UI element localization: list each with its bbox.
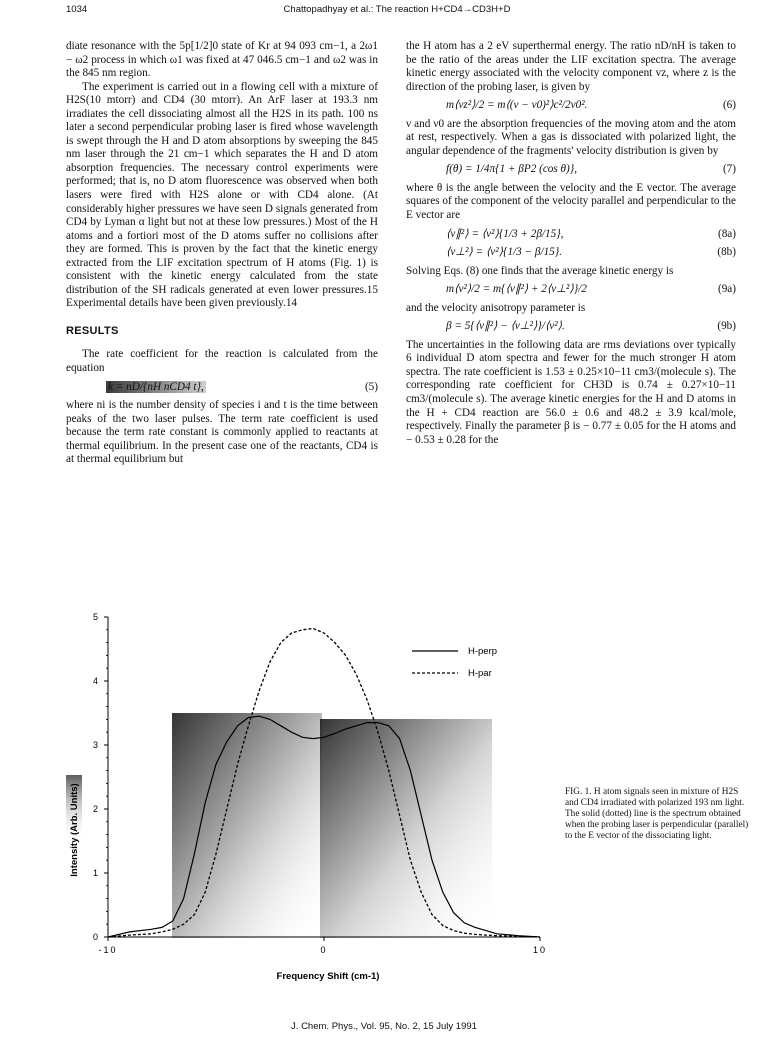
- equation-7-body: f(θ) = 1/4π{1 + βP2 (cos θ)},: [446, 163, 578, 176]
- equation-9b-body: β = 5{⟨v∥²⟩ − ⟨v⊥²⟩}/⟨v²⟩.: [446, 320, 565, 333]
- y-tick-label: 1: [92, 868, 98, 878]
- equation-5: [66, 381, 378, 395]
- shade-block-left: [172, 713, 322, 938]
- figure-caption: FIG. 1. H atom signals seen in mixture of H2S and CD4 irradiated with polarized 193 nm light. The solid (dotted) line is the spectrum obtained when the probing laser is perpendicular (parallel) to the E vector of the dissociating light.: [565, 787, 749, 841]
- y-tick-label: 4: [92, 676, 98, 686]
- running-title: Chattopadhyay et al.: The reaction H+CD4→CD3H+D: [283, 4, 511, 15]
- equation-9b-number: (9b): [717, 320, 736, 333]
- equation-5-body: k = nD/{nH nCD4 t},: [108, 380, 204, 393]
- figure-1: [60, 605, 560, 995]
- left-paragraph-3: The rate coefficient for the reaction is calculated from the equation: [66, 348, 378, 375]
- equation-8a: [406, 228, 736, 242]
- equation-9a-number: (9a): [717, 283, 736, 296]
- legend: [412, 646, 497, 679]
- equation-9a: [406, 283, 736, 297]
- left-paragraph-4: where ni is the number density of species i and t is the time between peaks of the two laser pulses. The term rate coefficient is used because the term rate constant is commonly applied to reactants at thermal equilibrium. In the present case one of the reactants, CD4 is at thermal equilibrium but: [66, 399, 378, 466]
- equation-8b-number: (8b): [717, 246, 736, 259]
- x-axis-label: Frequency Shift (cm-1): [276, 971, 380, 982]
- left-paragraph-1: diate resonance with the 5p[1/2]0 state of Kr at 94 093 cm−1, a 2ω1 − ω2 process in which ω1 was fixed at 47 046.5 cm−1 and ω2 was in the 845 nm region.: [66, 40, 378, 80]
- x-tick-label: -10: [98, 945, 118, 955]
- right-column: [406, 40, 736, 447]
- y-tick-label: 2: [92, 804, 98, 814]
- left-paragraph-2: The experiment is carried out in a flowing cell with a mixture of H2S(10 mtorr) and CD4 (30 mtorr). An ArF laser at 193.3 nm irradiates the cell dissociating almost all the H2S in its path. 100 ns later a second perpendicular probing laser is fired whose wavelength is swept through the H and D atom absorptions by sweeping the 845 nm laser through the 21 cm−1 which separates the H and D atom absorption frequencies. The necessary control experiments were performed; that is, no D atom fluorescence was observed when both lasers were fired with H2S alone or with CD4 alone. (At considerably higher pressures we have seen D signals generated from CD4 by Lyman α light but not at these low pressures.) Most of the H atoms and a fortiori most of the D atoms suffer no collisions after they are formed. This is proven by the fact that the kinetic energy extracted from the LIF excitation spectrum of H atoms (Fig. 1) is consistent with the kinetic energy calculated from the state distribution of the SH radicals generated at even lower pressures.15 Experimental details have been given previously.14: [66, 80, 378, 310]
- right-paragraph-4: Solving Eqs. (8) one finds that the average kinetic energy is: [406, 264, 674, 277]
- line-chart: [60, 605, 560, 995]
- y-tick-label: 0: [92, 932, 98, 942]
- legend-label-h-par: H-par: [468, 668, 492, 679]
- right-paragraph-6: The uncertainties in the following data are rms deviations over typically 6 individual D atom spectra and fewer for the much stronger H atom spectra. The rate coefficient is 1.53 ± 0.25×10−11 cm3/(molecule s). The corresponding rate coefficient for CH3D is 0.74 ± 0.27×10−11 cm3/(molecule s). The average kinetic energies for the H and D atoms in the H + CD4 reaction are 56.0 ± 0.6 and 48.2 ± 3.9 kcal/mole, respectively. Finally the parameter β is − 0.77 ± 0.05 for the H atoms and − 0.53 ± 0.28 for the: [406, 338, 736, 446]
- equation-8a-body: ⟨v∥²⟩ = ⟨v²⟩{1/3 + 2β/15},: [446, 227, 564, 240]
- right-paragraph-5: and the velocity anisotropy parameter is: [406, 301, 586, 314]
- equation-7-number: (7): [722, 163, 736, 176]
- equation-5-number: (5): [364, 380, 378, 393]
- equation-7: [406, 163, 736, 177]
- equation-9b: [406, 320, 736, 334]
- legend-label-h-perp: H-perp: [468, 646, 498, 657]
- journal-footer: J. Chem. Phys., Vol. 95, No. 2, 15 July 1991: [291, 1021, 477, 1032]
- left-column: [66, 40, 378, 467]
- x-tick-label: 0: [320, 945, 328, 955]
- shade-block-right: [320, 719, 492, 938]
- equation-9a-body: m⟨v²⟩/2 = m{⟨v∥²⟩ + 2⟨v⊥²⟩}/2: [446, 283, 587, 296]
- right-paragraph-2: ν and ν0 are the absorption frequencies of the moving atom and the atom at rest, respectively. When a gas is dissociated with polarized light, the angular dependence of the fragments' velocity distribution is given by: [406, 117, 736, 157]
- equation-6: [406, 99, 736, 113]
- equation-6-body: m⟨vz²⟩/2 = m⟨(ν − ν0)²⟩c²/2ν0².: [446, 99, 588, 112]
- x-tick-label: 10: [532, 945, 548, 955]
- equation-6-number: (6): [722, 99, 736, 112]
- equation-8b-body: ⟨v⊥²⟩ = ⟨v²⟩{1/3 − β/15}.: [446, 246, 563, 259]
- results-heading: RESULTS: [66, 324, 119, 337]
- y-tick-label: 5: [92, 612, 98, 622]
- right-paragraph-3: where θ is the angle between the velocity and the E vector. The average squares of the component of the velocity parallel and perpendicular to the E vector are: [406, 181, 736, 222]
- page-number: 1034: [66, 4, 88, 15]
- running-header: [66, 4, 728, 20]
- equation-8b: [406, 246, 736, 260]
- right-paragraph-1: the H atom has a 2 eV superthermal energy. The ratio nD/nH is taken to be the ratio of the areas under the LIF excitation spectra. The average kinetic energy associated with the velocity component vz, where z is the direction of the probing laser, is given by: [406, 40, 736, 93]
- y-tick-label: 3: [92, 740, 98, 750]
- equation-8a-number: (8a): [717, 227, 736, 240]
- y-axis-label: Intensity (Arb. Units): [69, 783, 80, 877]
